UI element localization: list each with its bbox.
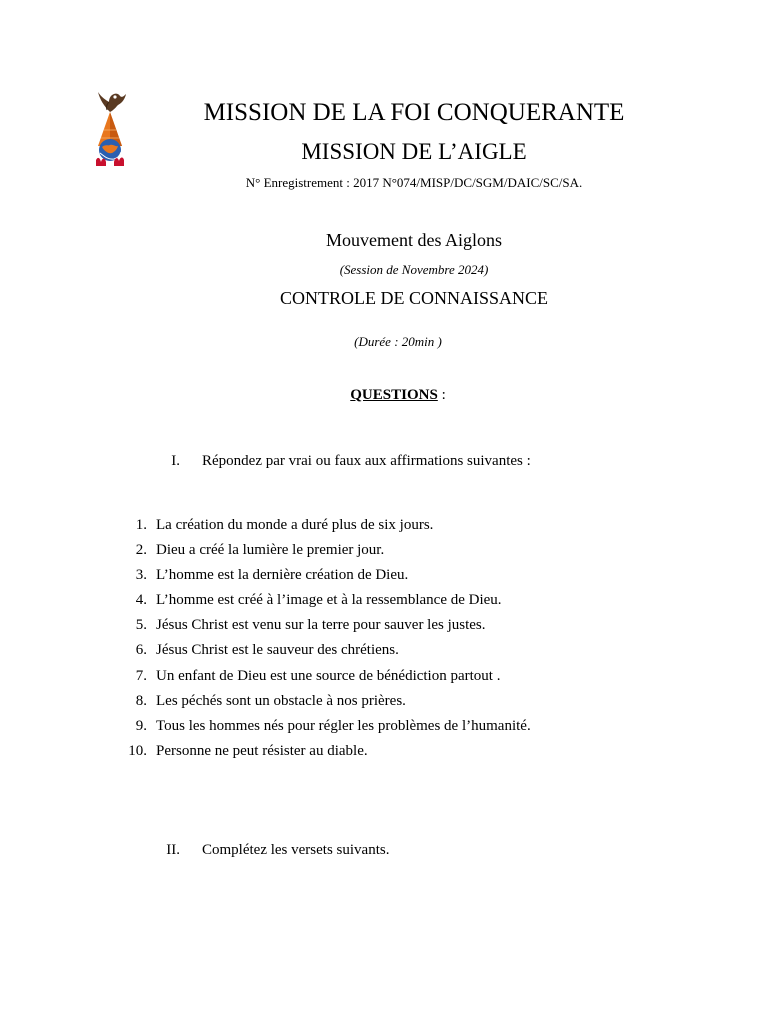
exam-duration: (Durée : 20min )	[354, 334, 442, 349]
list-item	[120, 691, 680, 716]
list-item	[120, 615, 680, 640]
item-number: 9.	[135, 717, 147, 734]
list-item	[120, 716, 680, 741]
list-item	[120, 515, 680, 540]
section-numeral: II.	[166, 842, 180, 858]
questions-heading	[14, 385, 768, 405]
questions-heading-suffix: :	[437, 387, 446, 403]
list-item	[120, 540, 680, 565]
section-true-false	[140, 451, 640, 471]
item-text: Personne ne peut résister au diable.	[156, 742, 368, 759]
registration-number: N° Enregistrement : 2017 N°074/MISP/DC/SGM/DAIC/SC/SA.	[245, 175, 583, 190]
item-number: 4.	[135, 592, 147, 609]
list-item	[120, 741, 680, 766]
true-false-list	[120, 515, 680, 766]
section-instruction: Répondez par vrai ou faux aux affirmations suivantes :	[202, 453, 531, 469]
organization-subtitle: MISSION DE L’AIGLE	[301, 139, 527, 164]
organization-title: MISSION DE LA FOI CONQUERANTE	[203, 99, 625, 126]
exam-title: CONTROLE DE CONNAISSANCE	[279, 288, 548, 308]
list-item	[120, 590, 680, 615]
item-number: 2.	[135, 542, 147, 559]
section-instruction: Complétez les versets suivants.	[202, 842, 390, 858]
item-number: 1.	[135, 517, 147, 533]
list-item	[120, 565, 680, 590]
item-number: 7.	[135, 667, 147, 684]
item-number: 3.	[135, 567, 147, 584]
item-number: 8.	[135, 692, 147, 709]
item-text: Un enfant de Dieu est une source de bénédiction partout .	[156, 667, 501, 684]
movement-name: Mouvement des Aiglons	[326, 230, 502, 250]
item-number: 6.	[135, 642, 147, 659]
questions-heading-label: QUESTIONS	[350, 387, 438, 403]
item-text: La création du monde a duré plus de six jours.	[156, 517, 434, 533]
session-label: (Session de Novembre 2024)	[339, 262, 489, 277]
section-numeral: I.	[171, 453, 180, 469]
item-text: Dieu a créé la lumière le premier jour.	[156, 542, 385, 559]
item-text: Les péchés sont un obstacle à nos prières.	[156, 692, 406, 709]
item-text: Tous les hommes nés pour régler les problèmes de l’humanité.	[156, 717, 531, 734]
item-text: Jésus Christ est venu sur la terre pour sauver les justes.	[156, 617, 486, 634]
list-item	[120, 666, 680, 691]
item-number: 10.	[128, 742, 147, 759]
item-number: 5.	[135, 617, 147, 634]
section-complete-verses	[140, 840, 640, 860]
list-item	[120, 640, 680, 665]
item-text: L’homme est la dernière création de Dieu.	[156, 567, 409, 584]
item-text: Jésus Christ est le sauveur des chrétiens.	[156, 642, 399, 659]
item-text: L’homme est créé à l’image et à la ressemblance de Dieu.	[156, 592, 502, 609]
